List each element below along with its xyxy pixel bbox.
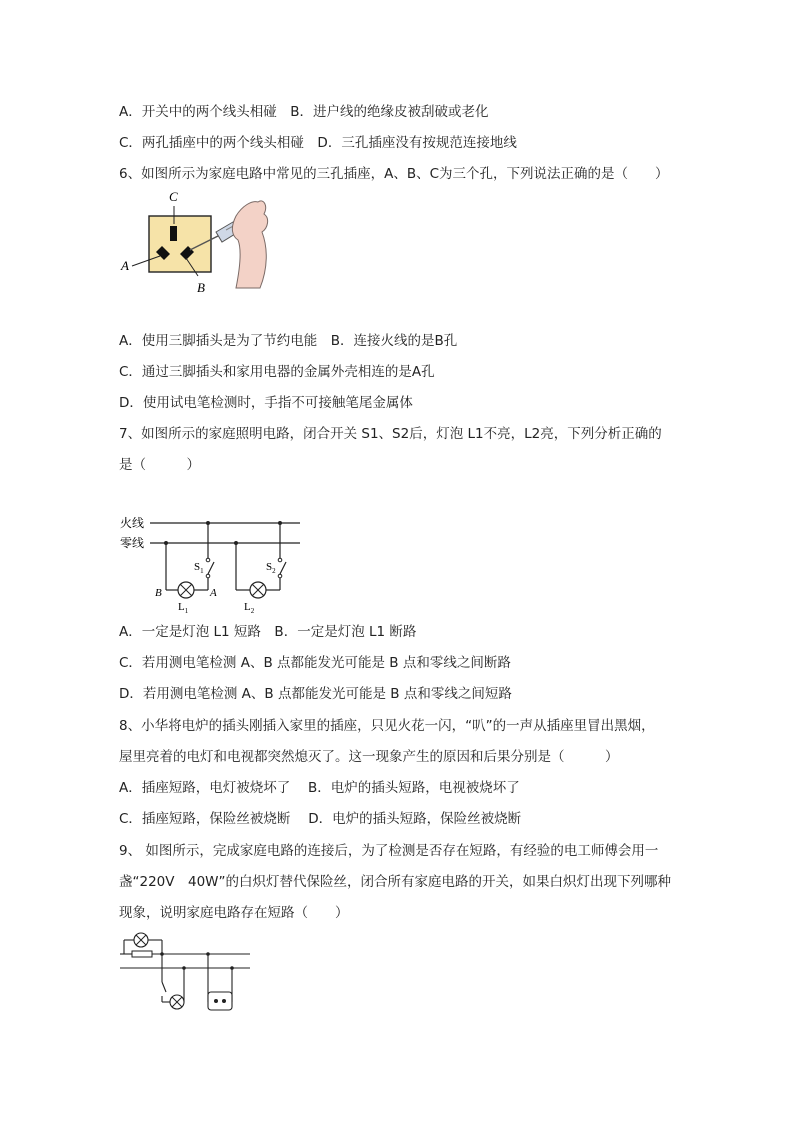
q7-stem-1: 7、如图所示的家庭照明电路，闭合开关 S1、S2后，灯泡 L1不亮，L2亮，下列分析正确的 bbox=[119, 426, 662, 442]
q6-socket-figure bbox=[118, 188, 278, 296]
q8-options-cd: C．插座短路，保险丝被烧断 D．电炉的插头短路，保险丝被烧断 bbox=[119, 811, 522, 827]
q6-stem: 6、如图所示为家庭电路中常见的三孔插座，A、B、C为三个孔，下列说法正确的是（ ） bbox=[119, 166, 669, 182]
fuse-icon bbox=[132, 951, 152, 957]
label-c: C bbox=[169, 189, 178, 204]
q6-option-c: C．通过三脚插头和家用电器的金属外壳相连的是A孔 bbox=[119, 364, 435, 380]
q7-option-d: D．若用测电笔检测 A、B 点都能发光可能是 B 点和零线之间短路 bbox=[119, 686, 512, 702]
switch-s1-icon bbox=[208, 562, 214, 574]
q9-stem-3: 现象，说明家庭电路存在短路（ ） bbox=[119, 905, 349, 921]
point-b-label: B bbox=[155, 587, 162, 599]
hand-icon bbox=[232, 201, 267, 288]
s2-label: $S_2$ bbox=[266, 561, 276, 575]
q7-stem-2: 是（ ） bbox=[119, 457, 200, 473]
q6-options-ab: A．使用三脚插头是为了节约电能 B．连接火线的是B孔 bbox=[119, 333, 458, 349]
label-a: A bbox=[121, 258, 129, 273]
outlet-icon bbox=[208, 992, 232, 1010]
q7-options-ab: A．一定是灯泡 L1 短路 B．一定是灯泡 L1 断路 bbox=[119, 624, 417, 640]
q9-stem-1: 9、 如图所示，完成家庭电路的连接后，为了检测是否存在短路，有经验的电工师傅会用一 bbox=[119, 843, 659, 859]
switch-s2-icon bbox=[280, 562, 286, 574]
label-b: B bbox=[197, 280, 205, 295]
socket-hole-c bbox=[170, 226, 177, 241]
q8-stem-1: 8、小华将电炉的插头刚插入家里的插座，只见火花一闪，“叭”的一声从插座里冒出黑烟， bbox=[119, 718, 655, 734]
q9-stem-2: 盏“220V 40W”的白炽灯替代保险丝，闭合所有家庭电路的开关，如果白炽灯出现下列哪种 bbox=[119, 874, 672, 890]
q5-options-ab: A．开关中的两个线头相碰 B．进户线的绝缘皮被刮破或老化 bbox=[119, 104, 489, 120]
q6-option-d: D．使用试电笔检测时，手指不可接触笔尾金属体 bbox=[119, 395, 413, 411]
live-wire-label: 火线 bbox=[120, 516, 145, 530]
q8-options-ab: A．插座短路，电灯被烧坏了 B．电炉的插头短路，电视被烧坏了 bbox=[119, 780, 520, 796]
l2-label: $L_2$ bbox=[244, 601, 255, 615]
s1-label: $S_1$ bbox=[194, 561, 204, 575]
q5-options-cd: C．两孔插座中的两个线头相碰 D．三孔插座没有按规范连接地线 bbox=[119, 135, 517, 151]
point-a-label: A bbox=[210, 587, 217, 599]
q7-circuit-figure bbox=[118, 512, 308, 617]
l1-label: $L_1$ bbox=[178, 601, 189, 615]
q7-option-c: C．若用测电笔检测 A、B 点都能发光可能是 B 点和零线之间断路 bbox=[119, 655, 511, 671]
branch-switch-icon bbox=[162, 982, 166, 992]
q9-circuit-figure bbox=[118, 928, 258, 1012]
neutral-wire-label: 零线 bbox=[120, 536, 145, 550]
q8-stem-2: 屋里亮着的电灯和电视都突然熄灭了。这一现象产生的原因和后果分别是（ ） bbox=[119, 749, 619, 765]
